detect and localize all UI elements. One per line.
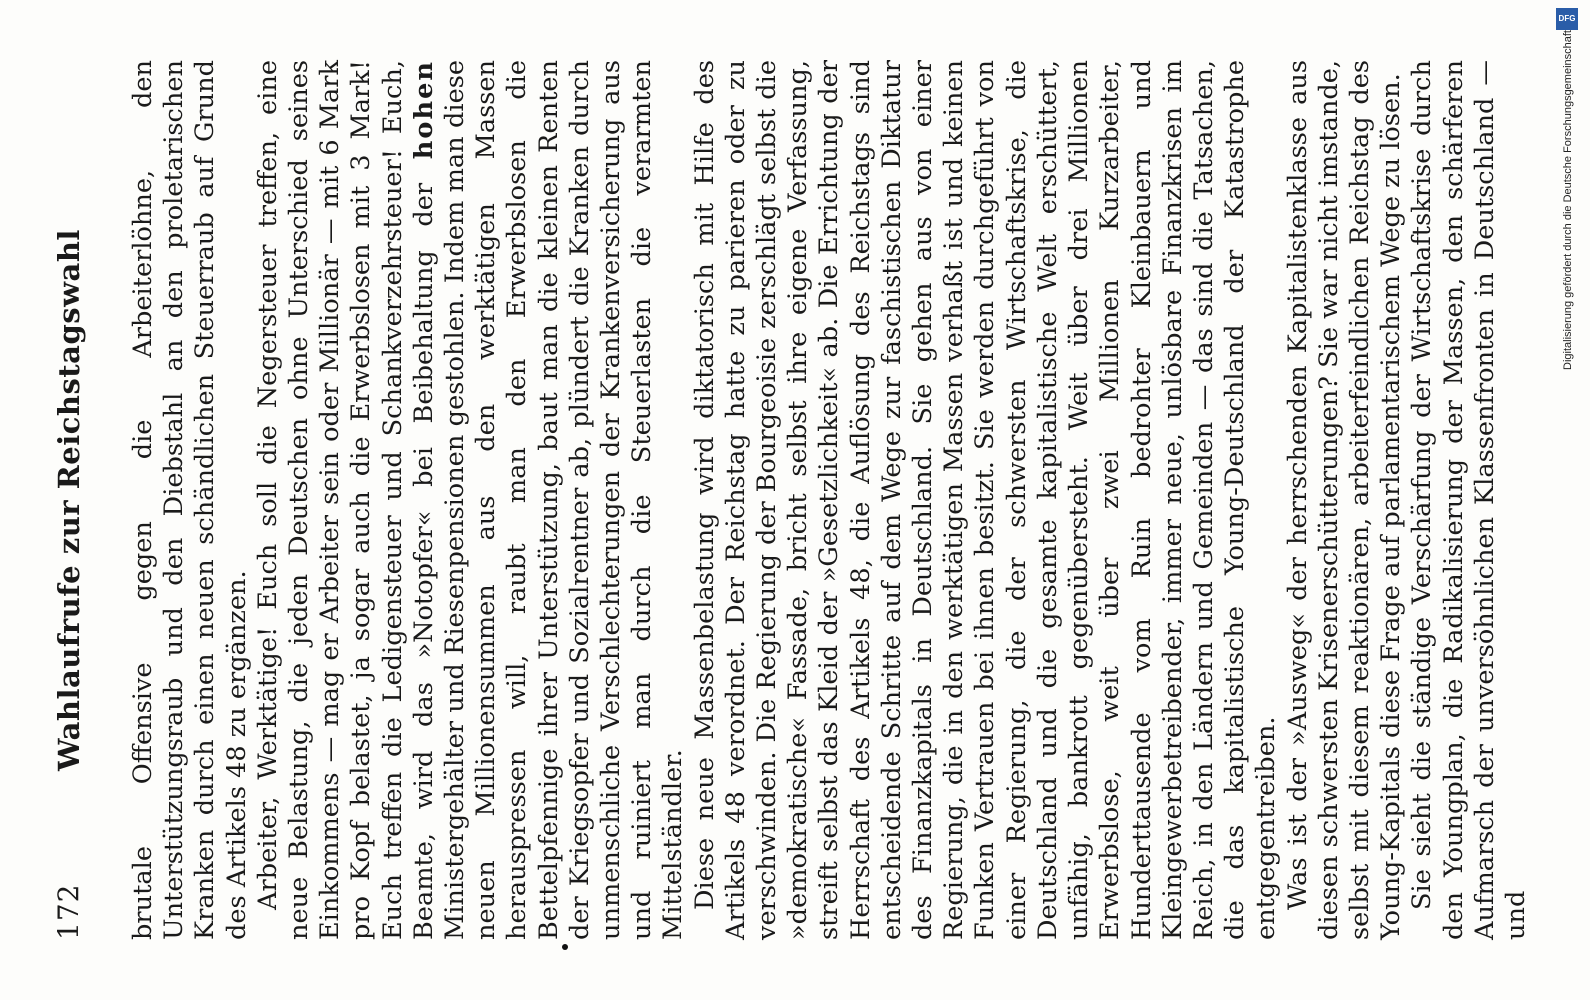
paragraph: Diese neue Massenbelastung wird diktatorisch mit Hilfe des Artikels 48 verordnet. Der Reichstag hatte zu parieren oder zu verschwinden. Die Regierung der Bourgeoisie zerschlägt selbst die »demokratische« Fassade, bricht selbst ihre eigene Verfassung, streift selbst das Kleid der »Gesetzlichkeit« ab. Die Errichtung der Herrschaft des Artikels 48, die Auflösung des Reichstags sind entscheidende Schritte auf dem Wege zur faschistischen Diktatur des Finanzkapitals in Deutschland. Sie gehen aus von einer Regierung, die in den werktätigen Massen verhaßt ist und keinen Funken Vertrauen bei ihnen besitzt. Sie werden durchgeführt von einer Regierung, die der schwersten Wirtschaftskrise, die Deutschland und die gesamte kapitalistische Welt erschüttert, unfähig, bankrott gegenübersteht. Weit über drei Millionen Erwerbslose, weit über zwei Millionen Kurzarbeiter, Hunderttausende vom Ruin bedrohter Kleinbauern und Kleingewerbetreibender, immer neue, unlösbare Finanzkrisen im Reich, in den Ländern und Gemeinden — das sind die Tatsachen, die das kapitalistische Young-Deutschland der Katastrophe entgegentreiben. (689, 60, 1282, 940)
ink-speck (562, 944, 568, 950)
dfg-logo-icon: DFG (1556, 8, 1578, 30)
paragraph-text: Ministergehälter und Riesenpensionen gestohlen. Indem man diese neuen Millionensummen aus den werktätigen Massen herauspressen will, raubt man den Erwerbslosen die Bettelpfennige ihrer Unterstützung, baut man die kleinen Renten der Kriegsopfer und Sozialrentner ab, plündert die Kranken durch unmenschliche Verschlechterungen der Krankenversicherung aus und ruiniert man durch die Steuerlasten die verarmten Mittelständler. (440, 60, 689, 940)
running-title: Wahlaufrufe zur Reichstagswahl (52, 229, 86, 771)
paragraph: Was ist der »Ausweg« der herrschenden Kapitalistenklasse aus diesen schwersten Krisenerschütterungen? Sie war nicht imstande, selbst mit diesem reaktionären, arbeiterfeindlichen Reichstag des Young-Kapitals diese Frage auf parlamentarischem Wege zu lösen. (1282, 60, 1407, 940)
paragraph: Sie sieht die ständige Verschärfung der Wirtschaftskrise durch den Youngplan, die Radikalisierung der Massen, den schärferen Aufmarsch der unversöhnlichen Klassenfronten in Deutschland — und (1407, 60, 1531, 940)
digitization-credit-text: Digitalisierung gefördert durch die Deutsche Forschungsgemeinschaft (1562, 30, 1574, 370)
paragraph-continuation: brutale Offensive gegen die Arbeiterlöhne, den Unterstützungsraub und den Diebstahl an den proletarischen Kranken durch einen neuen schändlichen Steuerraub auf Grund des Artikels 48 zu ergänzen. (128, 60, 252, 940)
paragraph (253, 60, 690, 940)
running-head (52, 60, 92, 940)
body-text (128, 60, 1532, 940)
paragraph-text: Arbeiter, Werktätige! Euch soll die Negersteuer treffen, eine neue Belastung, die jeden Deutschen ohne Unterschied seines Einkommens — mag er Arbeiter sein oder Millionär — mit 6 Mark pro Kopf belastet, ja sogar auch die Erwerbslosen mit 3 Mark! Euch treffen die Ledigensteuer und Schankverzehrsteuer! Euch, Beamte, wird das »Notopfer« bei Beibehaltung der (252, 60, 439, 940)
page-number: 172 (52, 883, 85, 940)
emphasis-text: hohen (408, 60, 439, 160)
digitization-credit (1553, 0, 1583, 1000)
